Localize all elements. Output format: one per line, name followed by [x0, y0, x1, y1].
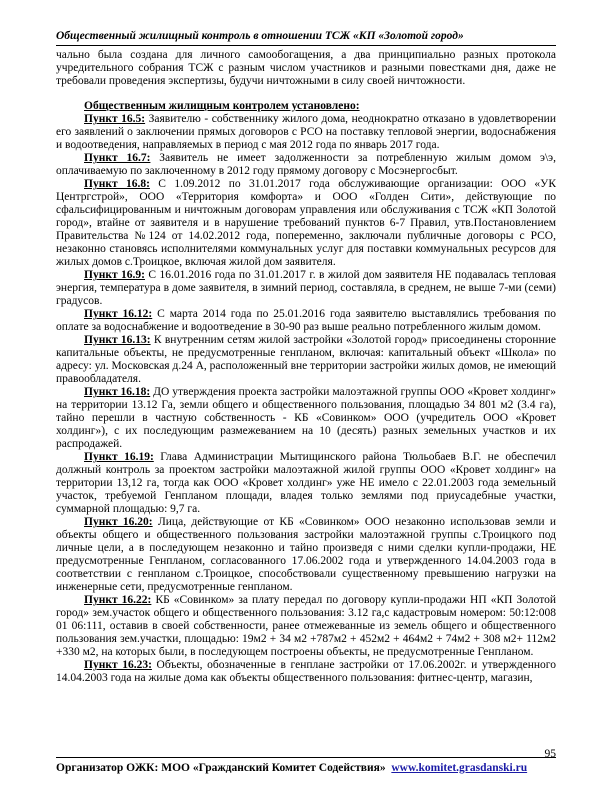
section-heading: Общественным жилищным контролем установлено:: [84, 100, 360, 112]
item-label: Пункт 16.7:: [84, 152, 151, 164]
item-text: К внутренним сетям жилой застройки «Золотой город» присоединены сторонние капитальные объекты, не предусмотренные генпланом, включая: капитальный объект «Школа» по адресу: ул. Московская д.24 А, расположенный вне территории застройки жилых домов, не имеющий правообладателя.: [56, 334, 556, 385]
item-paragraph: [56, 152, 556, 178]
item-text: ДО утверждения проекта застройки малоэтажной группы ООО «Кровет холдинг» на территории 13.12 Га, земли общего и общественного пользования, площадью 34 801 м2 (3.4 га), тайно перешли в частную собственность - КБ «Совинком» ООО (учредитель ООО «Кровет холдинг»), с их последующим размежеванием на 10 (десять) разных земельных участков и их распродажей.: [56, 386, 556, 450]
item-paragraph: [56, 113, 556, 152]
item-text: Лица, действующие от КБ «Совинком» ООО незаконно использовав земли и объекты общего и общественного пользования застройки малоэтажной группы с.Троицкого под личные цели, а в последующем незаконно и тайно произведя с ними сделки купли-продажи, НЕ предусмотренные Генпланом, согласованного 17.06.2002 года и утвержденного 14.04.2003 года в соответствии с генпланом с.Троицкое, способствовали существенному превышению нагрузки на инженерные сети, предусмотренные генпланом.: [56, 516, 556, 593]
page-header: Общественный жилищный контроль в отношении ТСЖ «КП «Золотой город»: [56, 30, 464, 42]
document-body: [56, 49, 556, 685]
item-label: Пункт 16.8:: [84, 178, 150, 190]
item-paragraph: [56, 334, 556, 386]
item-text: Заявителю - собственнику жилого дома, неоднократно отказано в удовлетворении его заявлений о заключении прямых договоров с РСО на поставку тепловой энергии, водоснабжения и водоотведения, направляемых в период с мая 2012 года по январь 2017 года.: [56, 113, 556, 151]
item-paragraph: [56, 308, 556, 334]
item-paragraph: [56, 269, 556, 308]
item-text: С 1.09.2012 по 31.01.2017 года обслуживающие организации: ООО «УК Центргстрой», ООО «Территория комфорта» и ООО «Голден Сити», действующие по сфальсифицированным и ничтожным договорам управления или обслуживания с ТСЖ «КП Золотой город», втайне от заявителя и в нарушение требований пунктов 6-7 Правил, утв.Постановлением Правительства №124 от 14.02.2012 года, попеременно, заключали публичные договоры с РСО, незаконно становясь исполнителями коммунальных услуг для поставки коммунальных ресурсов для жилых домов с.Троицкое, включая жилой дом заявителя.: [56, 178, 556, 268]
item-label: Пункт 16.18:: [84, 386, 151, 398]
item-label: Пункт 16.22:: [84, 594, 152, 606]
item-paragraph: [56, 451, 556, 516]
footer-website-link[interactable]: www.komitet.grasdanski.ru: [391, 762, 528, 774]
item-text: Глава Администрации Мытищинского района Тюльобаев В.Г. не обеспечил должный контроль за проектом застройки малоэтажной жилой группы ООО «Кровет холдинг» на территории 13,12 га, тогда как ООО «Кровет холдинг» уже НЕ имело с 22.01.2003 года земельный участок, требуемой Генпланом площади, владея только землями под приусадебные участки, суммарной площадью: 9,7 га.: [56, 451, 556, 515]
item-paragraph: [56, 386, 556, 451]
item-label: Пункт 16.19:: [84, 451, 154, 463]
intro-paragraph: чально была создана для личного самообогащения, а два принципиально разных протокола учредительного собрания ТСЖ с разным числом участников и разными повестками дня, даже не требовали проведения экспертизы, будучи ничтожными в силу своей ничтожности.: [56, 49, 556, 87]
item-label: Пункт 16.13:: [84, 334, 151, 346]
item-label: Пункт 16.5:: [84, 113, 146, 125]
item-label: Пункт 16.12:: [84, 308, 153, 320]
item-text: КБ «Совинком» за плату передал по договору купли-продажи НП «КП Золотой город» зем.участок общего и общественного пользования: 3.12 га,с кадастровым номером: 50:12:008 01 06:111, оставив в своей собственности, ранее отмежеванные из земель общего и общественного пользования зем.участки, площадью: 19м2 + 34 м2 +787м2 + 452м2 + 464м2 + 74м2 + 308 м2+ 112м2 +330 м2, на которых были, в последующем построены объекты, не предусмотренные Генпланом.: [56, 594, 556, 658]
item-label: Пункт 16.23:: [84, 659, 152, 671]
page-footer: [56, 762, 556, 774]
footer-organizer: Организатор ОЖК: МОО «Гражданский Комитет Содействия»: [56, 762, 386, 774]
footer-divider: [56, 757, 556, 758]
item-text: Заявитель не имеет задолженности за потребленную жилым домом э\э, оплачиваемую по заключенному в 2012 году прямому договору с Мосэнергосбыт.: [56, 152, 556, 177]
page-number: 95: [544, 748, 556, 760]
item-paragraph: [56, 594, 556, 659]
item-paragraph: [56, 659, 556, 685]
item-paragraph: [56, 178, 556, 269]
item-label: Пункт 16.20:: [84, 516, 153, 528]
item-text: Объекты, обозначенные в генплане застройки от 17.06.2002г. и утвержденного 14.04.2003 года на жилые дома как объекты общественного пользования: фитнес-центр, магазин,: [56, 659, 556, 684]
item-text: С марта 2014 года по 25.01.2016 года заявителю выставлялись требования по оплате за водоснабжение и водоотведение в 30-90 раз выше реально потребленного жилым домом.: [56, 308, 556, 333]
item-label: Пункт 16.9:: [84, 269, 145, 281]
item-text: С 16.01.2016 года по 31.01.2017 г. в жилой дом заявителя НЕ подавалась тепловая энергия, температура в доме заявителя, в зимний период, составляла, в среднем, не выше 7-ми (семи) градусов.: [56, 269, 556, 307]
header-divider: [56, 45, 556, 46]
item-paragraph: [56, 516, 556, 594]
